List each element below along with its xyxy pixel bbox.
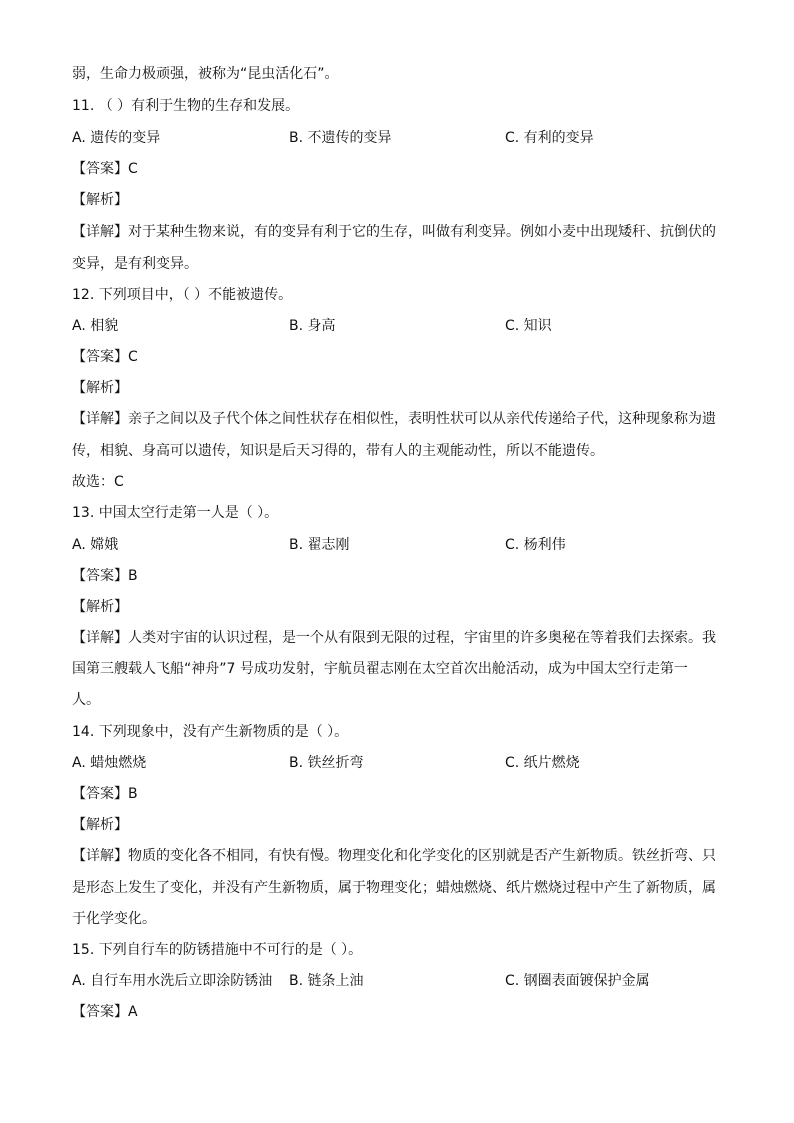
intro-text: 弱，生命力极顽强，被称为“昆虫活化石”。 bbox=[72, 66, 339, 82]
q12-analysis-label: 【解析】 bbox=[72, 380, 128, 396]
q12-option-c: C. 知识 bbox=[505, 318, 552, 334]
q11-stem: 11. （ ）有利于生物的生存和发展。 bbox=[72, 98, 300, 114]
q12-detail-line-2: 传，相貌、身高可以遗传，知识是后天习得的，带有人的主观能动性，所以不能遗传。 bbox=[72, 443, 604, 459]
q15-option-b: B. 链条上油 bbox=[289, 973, 364, 989]
q13-analysis-label: 【解析】 bbox=[72, 599, 128, 615]
q13-option-c: C. 杨利伟 bbox=[505, 537, 566, 553]
q12-stem: 12. 下列项目中，（ ）不能被遗传。 bbox=[72, 287, 293, 303]
q14-option-a: A. 蜡烛燃烧 bbox=[72, 755, 147, 771]
q12-detail-line-1: 【详解】亲子之间以及子代个体之间性状存在相似性，表明性状可以从亲代传递给子代，这种现象称为遗 bbox=[72, 411, 716, 427]
q13-option-a: A. 嫦娥 bbox=[72, 537, 119, 553]
q11-option-b: B. 不遗传的变异 bbox=[289, 130, 392, 146]
q12-choice: 故选：C bbox=[72, 474, 124, 490]
q13-detail-line-1: 【详解】人类对宇宙的认识过程，是一个从有限到无限的过程，宇宙里的许多奥秘在等着我们去探索。我 bbox=[72, 630, 716, 646]
q14-analysis-label: 【解析】 bbox=[72, 817, 128, 833]
q13-detail-line-3: 人。 bbox=[72, 692, 100, 708]
q13-option-b: B. 翟志刚 bbox=[289, 537, 350, 553]
q14-detail-line-2: 是形态上发生了变化，并没有产生新物质，属于物理变化；蜡烛燃烧、纸片燃烧过程中产生了新物质，属 bbox=[72, 880, 716, 896]
q13-answer: 【答案】B bbox=[72, 568, 138, 584]
q14-option-b: B. 铁丝折弯 bbox=[289, 755, 364, 771]
q12-answer: 【答案】C bbox=[72, 349, 138, 365]
q11-option-a: A. 遗传的变异 bbox=[72, 130, 161, 146]
q15-option-c: C. 钢圈表面镀保护金属 bbox=[505, 973, 650, 989]
q11-detail-line-1: 【详解】对于某种生物来说，有的变异有利于它的生存，叫做有利变异。例如小麦中出现矮秆、抗倒伏的 bbox=[72, 224, 716, 240]
q12-option-a: A. 相貌 bbox=[72, 318, 119, 334]
q15-stem: 15. 下列自行车的防锈措施中不可行的是（ ）。 bbox=[72, 942, 363, 958]
q14-detail-line-1: 【详解】物质的变化各不相同，有快有慢。物理变化和化学变化的区别就是否产生新物质。铁丝折弯、只 bbox=[72, 848, 716, 864]
q11-detail-line-2: 变异，是有利变异。 bbox=[72, 256, 198, 272]
q11-answer: 【答案】C bbox=[72, 161, 138, 177]
q12-option-b: B. 身高 bbox=[289, 318, 336, 334]
q14-option-c: C. 纸片燃烧 bbox=[505, 755, 580, 771]
q11-analysis-label: 【解析】 bbox=[72, 192, 128, 208]
q14-stem: 14. 下列现象中，没有产生新物质的是（ ）。 bbox=[72, 724, 349, 740]
q13-detail-line-2: 国第三艘载人飞船“神舟”7 号成功发射，宇航员翟志刚在太空首次出舱活动，成为中国太空行走第一 bbox=[72, 661, 688, 677]
q14-detail-line-3: 于化学变化。 bbox=[72, 911, 156, 927]
q11-option-c: C. 有利的变异 bbox=[505, 130, 594, 146]
q13-stem: 13. 中国太空行走第一人是（ ）。 bbox=[72, 505, 279, 521]
q15-option-a: A. 自行车用水洗后立即涂防锈油 bbox=[72, 973, 273, 989]
q15-answer: 【答案】A bbox=[72, 1004, 138, 1020]
q14-answer: 【答案】B bbox=[72, 786, 138, 802]
